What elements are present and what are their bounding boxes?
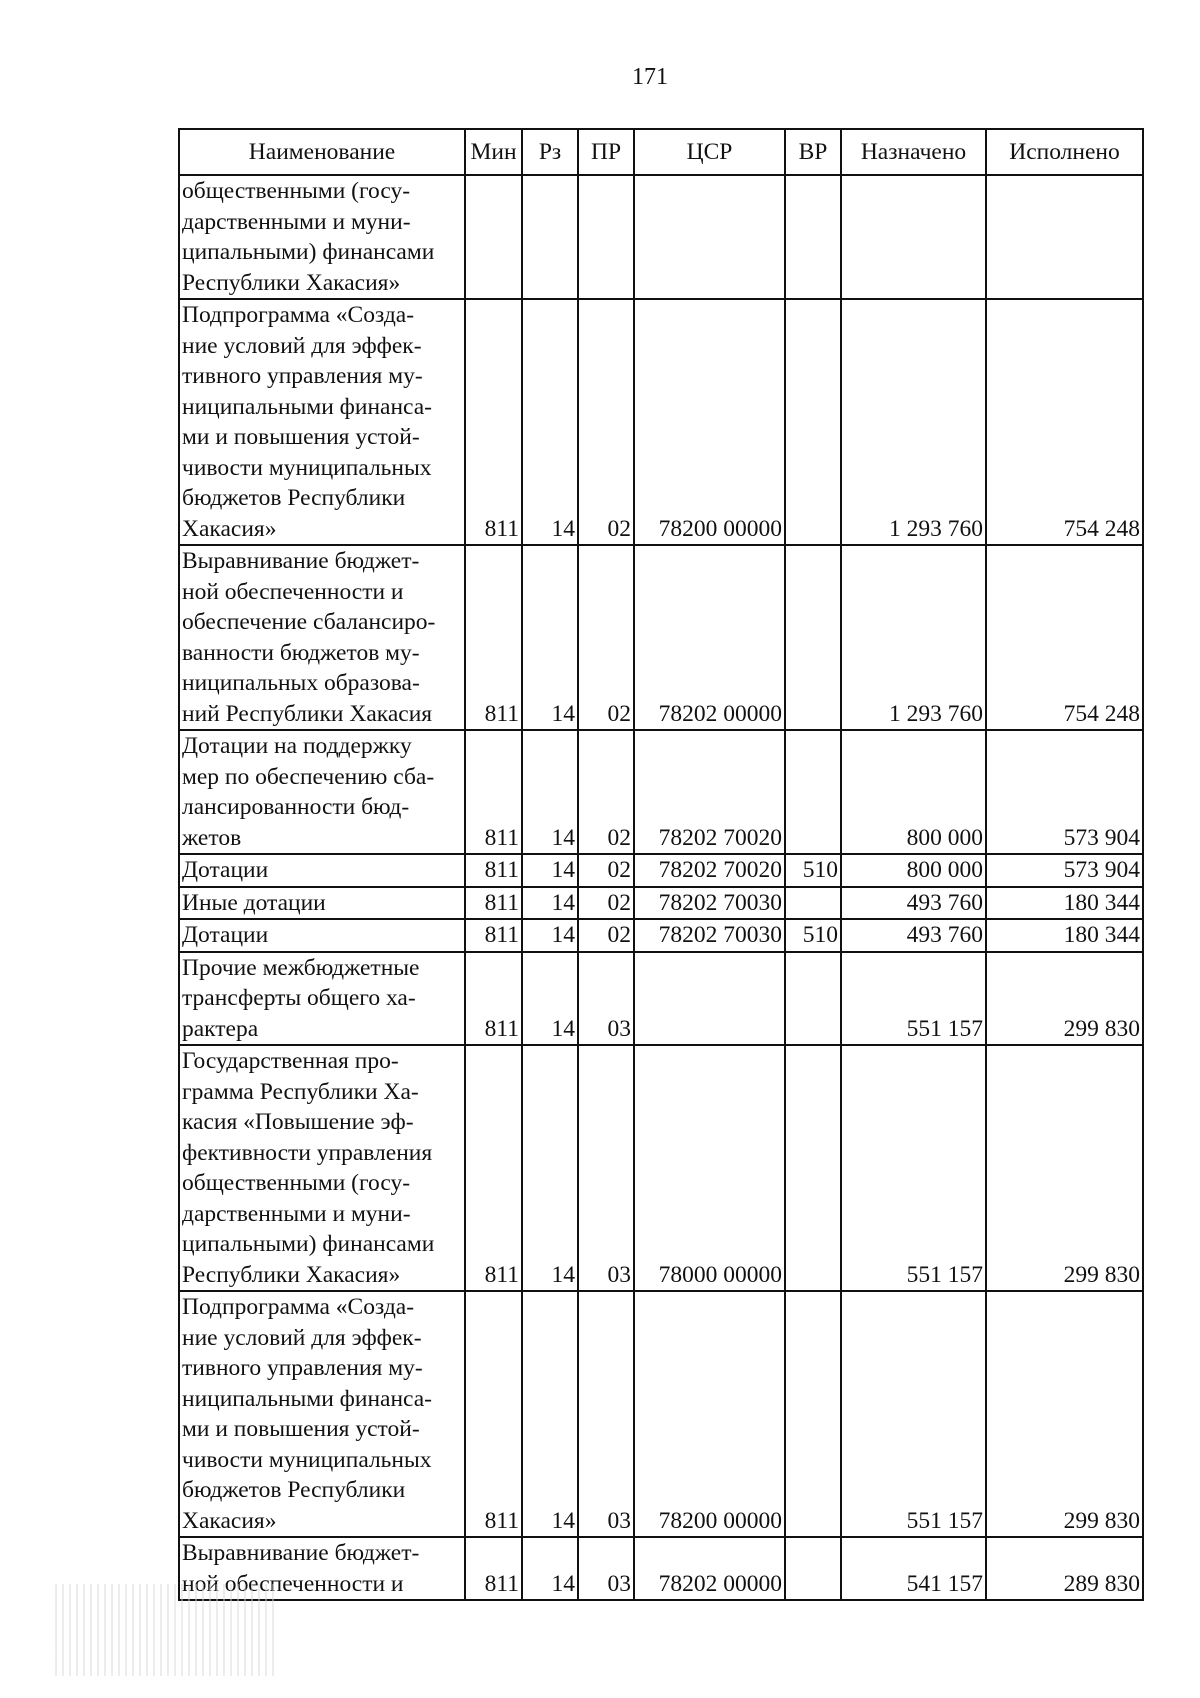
cell-rz: 14 (522, 299, 578, 545)
cell-executed: 573 904 (986, 730, 1143, 854)
table-row (179, 299, 1143, 545)
cell-rz: 14 (522, 952, 578, 1046)
page-number: 171 (632, 64, 668, 90)
cell-executed (986, 175, 1143, 299)
cell-csr (634, 175, 785, 299)
cell-vr (785, 1045, 841, 1291)
table-row (179, 887, 1143, 920)
col-header-executed: Исполнено (986, 129, 1143, 175)
cell-name: общественными (госу- дарственными и муни- ципальными) финансами Республики Хакасия» (179, 175, 465, 299)
cell-rz: 14 (522, 1291, 578, 1537)
cell-csr: 78000 00000 (634, 1045, 785, 1291)
cell-min: 811 (465, 919, 522, 952)
cell-pr: 02 (578, 854, 634, 887)
cell-csr: 78202 00000 (634, 545, 785, 730)
cell-pr: 02 (578, 887, 634, 920)
cell-csr: 78202 70020 (634, 730, 785, 854)
cell-csr: 78202 70030 (634, 887, 785, 920)
cell-executed: 754 248 (986, 545, 1143, 730)
cell-min: 811 (465, 730, 522, 854)
cell-pr: 02 (578, 545, 634, 730)
cell-csr: 78200 00000 (634, 1291, 785, 1537)
cell-min: 811 (465, 1291, 522, 1537)
cell-executed: 299 830 (986, 952, 1143, 1046)
cell-name: Дотации на поддержку мер по обеспечению сба- лансированности бюд- жетов (179, 730, 465, 854)
col-header-rz: Рз (522, 129, 578, 175)
cell-assigned: 800 000 (841, 730, 986, 854)
cell-assigned: 551 157 (841, 952, 986, 1046)
cell-assigned: 493 760 (841, 919, 986, 952)
cell-executed: 573 904 (986, 854, 1143, 887)
col-header-pr: ПР (578, 129, 634, 175)
cell-name: Дотации (179, 854, 465, 887)
cell-min: 811 (465, 545, 522, 730)
cell-name: Подпрограмма «Созда- ние условий для эффек- тивного управления му- ниципальными финанса- ми и повышения устой- чивости муниципальных бюджетов Республики Хакасия» (179, 299, 465, 545)
cell-name: Выравнивание бюджет- ной обеспеченности и обеспечение сбалансиро- ванности бюджетов му- ниципальных образова- ний Республики Хакасия (179, 545, 465, 730)
cell-pr (578, 175, 634, 299)
cell-name: Государственная про- грамма Республики Ха- касия «Повышение эф- фективности управления общественными (госу- дарственными и муни- ципальными) финансами Республики Хакасия» (179, 1045, 465, 1291)
table-row (179, 1537, 1143, 1600)
cell-vr (785, 1537, 841, 1600)
cell-executed: 180 344 (986, 887, 1143, 920)
cell-min: 811 (465, 887, 522, 920)
cell-vr (785, 952, 841, 1046)
cell-min (465, 175, 522, 299)
scan-artifact (55, 1584, 275, 1676)
table-row (179, 175, 1143, 299)
cell-executed: 180 344 (986, 919, 1143, 952)
cell-name: Дотации (179, 919, 465, 952)
cell-rz (522, 175, 578, 299)
cell-executed: 754 248 (986, 299, 1143, 545)
cell-vr (785, 887, 841, 920)
table-row (179, 730, 1143, 854)
col-header-assigned: Назначено (841, 129, 986, 175)
cell-rz: 14 (522, 919, 578, 952)
cell-assigned: 541 157 (841, 1537, 986, 1600)
table-row (179, 952, 1143, 1046)
cell-vr: 510 (785, 854, 841, 887)
cell-name: Прочие межбюджетные трансферты общего ха- рактера (179, 952, 465, 1046)
table-row (179, 1291, 1143, 1537)
cell-assigned: 551 157 (841, 1045, 986, 1291)
cell-rz: 14 (522, 1537, 578, 1600)
cell-pr: 02 (578, 730, 634, 854)
col-header-vr: ВР (785, 129, 841, 175)
cell-executed: 289 830 (986, 1537, 1143, 1600)
cell-executed: 299 830 (986, 1291, 1143, 1537)
cell-min: 811 (465, 299, 522, 545)
table-row (179, 545, 1143, 730)
table-row (179, 1045, 1143, 1291)
table-row (179, 854, 1143, 887)
cell-pr: 03 (578, 952, 634, 1046)
table-header-row (179, 129, 1143, 175)
cell-min: 811 (465, 854, 522, 887)
cell-rz: 14 (522, 730, 578, 854)
cell-assigned: 1 293 760 (841, 299, 986, 545)
cell-rz: 14 (522, 545, 578, 730)
cell-vr (785, 730, 841, 854)
cell-csr: 78200 00000 (634, 299, 785, 545)
cell-vr: 510 (785, 919, 841, 952)
cell-assigned: 800 000 (841, 854, 986, 887)
cell-min: 811 (465, 952, 522, 1046)
cell-executed: 299 830 (986, 1045, 1143, 1291)
cell-name: Иные дотации (179, 887, 465, 920)
col-header-name: Наименование (179, 129, 465, 175)
cell-name: Выравнивание бюджет- ной обеспеченности и (179, 1537, 465, 1600)
table-row (179, 919, 1143, 952)
cell-rz: 14 (522, 854, 578, 887)
cell-vr (785, 175, 841, 299)
cell-pr: 03 (578, 1045, 634, 1291)
col-header-min: Мин (465, 129, 522, 175)
cell-pr: 03 (578, 1291, 634, 1537)
cell-assigned: 551 157 (841, 1291, 986, 1537)
col-header-csr: ЦСР (634, 129, 785, 175)
cell-pr: 02 (578, 919, 634, 952)
cell-assigned (841, 175, 986, 299)
cell-vr (785, 299, 841, 545)
cell-pr: 03 (578, 1537, 634, 1600)
cell-csr (634, 952, 785, 1046)
cell-vr (785, 545, 841, 730)
cell-vr (785, 1291, 841, 1537)
cell-csr: 78202 70030 (634, 919, 785, 952)
cell-name: Подпрограмма «Созда- ние условий для эффек- тивного управления му- ниципальными финанса- ми и повышения устой- чивости муниципальных бюджетов Республики Хакасия» (179, 1291, 465, 1537)
cell-assigned: 493 760 (841, 887, 986, 920)
cell-rz: 14 (522, 887, 578, 920)
cell-rz: 14 (522, 1045, 578, 1291)
cell-min: 811 (465, 1045, 522, 1291)
cell-assigned: 1 293 760 (841, 545, 986, 730)
cell-min: 811 (465, 1537, 522, 1600)
cell-csr: 78202 00000 (634, 1537, 785, 1600)
cell-pr: 02 (578, 299, 634, 545)
cell-csr: 78202 70020 (634, 854, 785, 887)
budget-table (178, 128, 1144, 1601)
